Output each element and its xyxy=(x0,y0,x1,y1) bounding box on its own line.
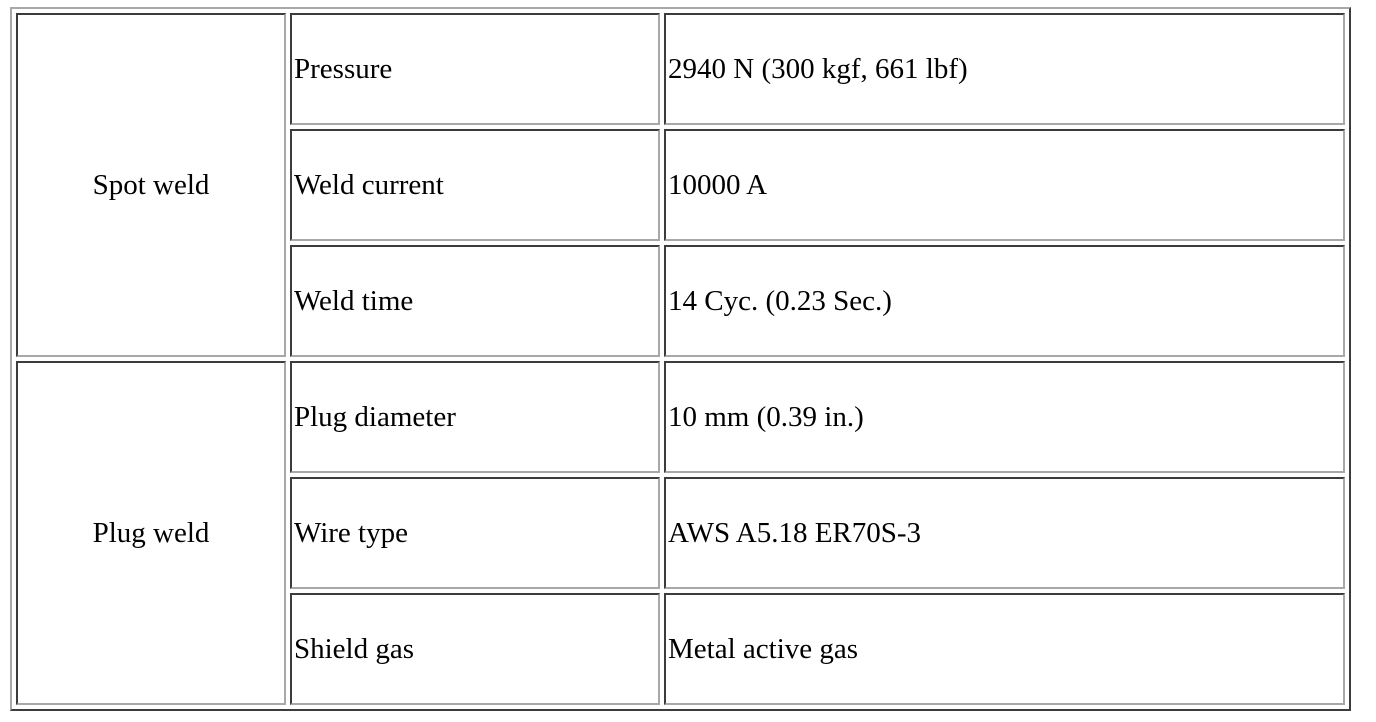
parameter-cell: Weld time xyxy=(290,245,660,357)
value-cell: 10000 A xyxy=(664,129,1345,241)
parameter-cell: Pressure xyxy=(290,13,660,125)
value-cell: AWS A5.18 ER70S-3 xyxy=(664,477,1345,589)
value-cell: 2940 N (300 kgf, 661 lbf) xyxy=(664,13,1345,125)
group-cell-spot-weld: Spot weld xyxy=(16,13,286,357)
value-cell: 14 Cyc. (0.23 Sec.) xyxy=(664,245,1345,357)
table-row xyxy=(16,361,1345,473)
welding-spec-table xyxy=(10,7,1351,711)
value-cell: Metal active gas xyxy=(664,593,1345,705)
parameter-cell: Wire type xyxy=(290,477,660,589)
value-cell: 10 mm (0.39 in.) xyxy=(664,361,1345,473)
group-cell-plug-weld: Plug weld xyxy=(16,361,286,705)
table-row xyxy=(16,13,1345,125)
parameter-cell: Shield gas xyxy=(290,593,660,705)
parameter-cell: Plug diameter xyxy=(290,361,660,473)
parameter-cell: Weld current xyxy=(290,129,660,241)
